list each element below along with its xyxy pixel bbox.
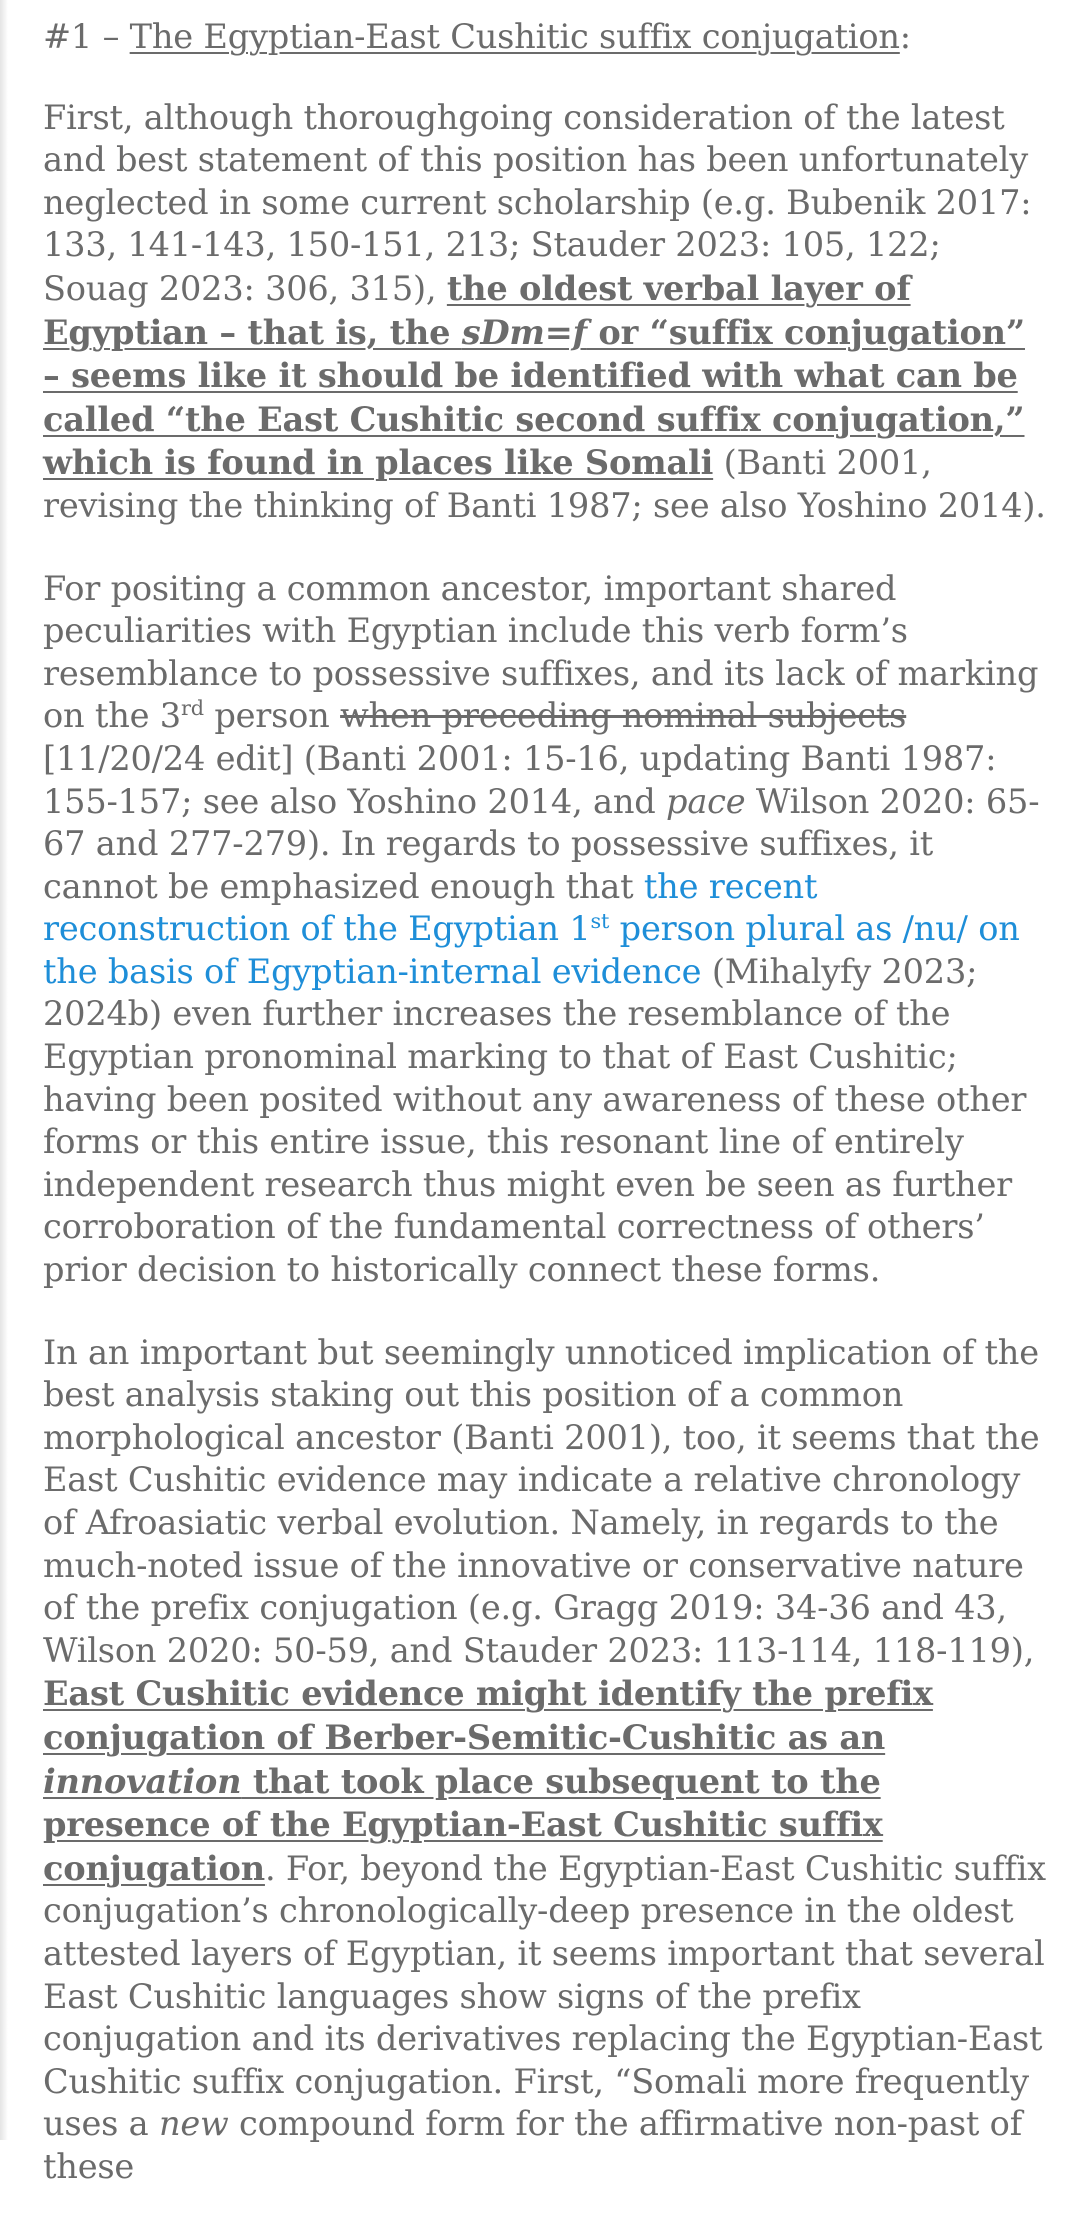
p2-strikethrough: when preceding nominal subjects xyxy=(340,696,907,736)
p1-sdmf: sDm=f xyxy=(461,311,587,352)
paragraph-3: In an important but seemingly unnoticed implication of the best analysis staking out this position of a common morphological ancestor (Banti 2001), too, it seems that the East Cushitic evidence may indicate a relative chronology of Afroasiatic verbal evolution. Namely, in regards to the much-noted issue of the innovative or conservative nature of the prefix conjugation (e.g. Gragg 2019: 34-36 and 43, Wilson 2020: 50-59, and Stauder 2023: 113-114, 118-119), East Cushitic evidence might identify the prefix conjugation of Berber-Semitic-Cushitic as an innovation that took place subsequent to the presence of the Egyptian-East Cushitic suffix conjugation. For, beyond the Egyptian-East Cushitic suffix conjugation’s chronologically-deep presence in the oldest attested layers of Egyptian, it seems important that several East Cushitic languages show signs of the prefix conjugation and its derivatives replacing the Egyptian-East Cushitic suffix conjugation. First, “Somali more frequently uses a new compound form for the affirmative non-past of these xyxy=(43,1332,1046,2186)
p2-sup-rd: rd xyxy=(180,696,204,721)
p3-bold-claim: East Cushitic evidence might identify the prefix conjugation of Berber-Semitic-Cushitic as an innovation that took place subsequent to the presence of the Egyptian-East Cushitic suffix conjugation xyxy=(43,1673,933,1888)
page-edge-shadow xyxy=(0,0,8,2140)
p2-pace: pace xyxy=(666,781,746,821)
article-body xyxy=(43,16,1053,2229)
p3-new: new xyxy=(158,2104,229,2144)
paragraph-1 xyxy=(43,97,1053,528)
p1-bold-claim: the oldest verbal layer of Egyptian – that is, the sDm=f or “suffix conjugation” – seems like it should be identified with what can be called “the East Cushitic second suffix conjugation,” which is found in places like Somali xyxy=(43,267,1025,483)
p1-tail: (Banti 2001, revising the thinking of Banti 1987; see also Yoshino 2014). xyxy=(43,443,1046,525)
heading-title: The Egyptian-East Cushitic suffix conjugation xyxy=(129,17,900,56)
paragraph-2: For positing a common ancestor, important shared peculiarities with Egyptian include this verb form’s resemblance to possessive suffixes, and its lack of marking on the 3rd person when preceding nominal subjects [11/20/24 edit] (Banti 2001: 15-16, updating Banti 1987: 155-157; see also Yoshino 2014, and pace Wilson 2020: 65-67 and 277-279). In regards to possessive suffixes, it cannot be emphasized enough that the recent reconstruction of the Egyptian 1st person plural as /nu/ on the basis of Egyptian-internal evidence (Mihalyfy 2023; 2024b) even further increases the resemblance of the Egyptian pronominal marking to that of East Cushitic; having been posited without any awareness of these other forms or this entire issue, this resonant line of entirely independent research thus might even be seen as further corroboration of the fundamental correctness of others’ prior decision to historically connect these forms. xyxy=(43,568,1040,1290)
section-heading xyxy=(43,16,1053,59)
p1-intro: First, although thoroughgoing consideration of the latest and best statement of this position has been unfortunately neglected in some current scholarship (e.g. Bubenik 2017: 133, 141-143, 150-151, 213; Stauder 2023: 105, 122; Souag 2023: 306, 315), xyxy=(43,97,1032,308)
p3-innovation: innovation xyxy=(43,1760,242,1801)
heading-colon: : xyxy=(899,17,911,56)
p2-reconstruction-link[interactable]: the recent reconstruction of the Egyptian 1st person plural as /nu/ on the basis of Egyptian-internal evidence xyxy=(43,866,1020,991)
heading-number: #1 – xyxy=(43,17,130,56)
